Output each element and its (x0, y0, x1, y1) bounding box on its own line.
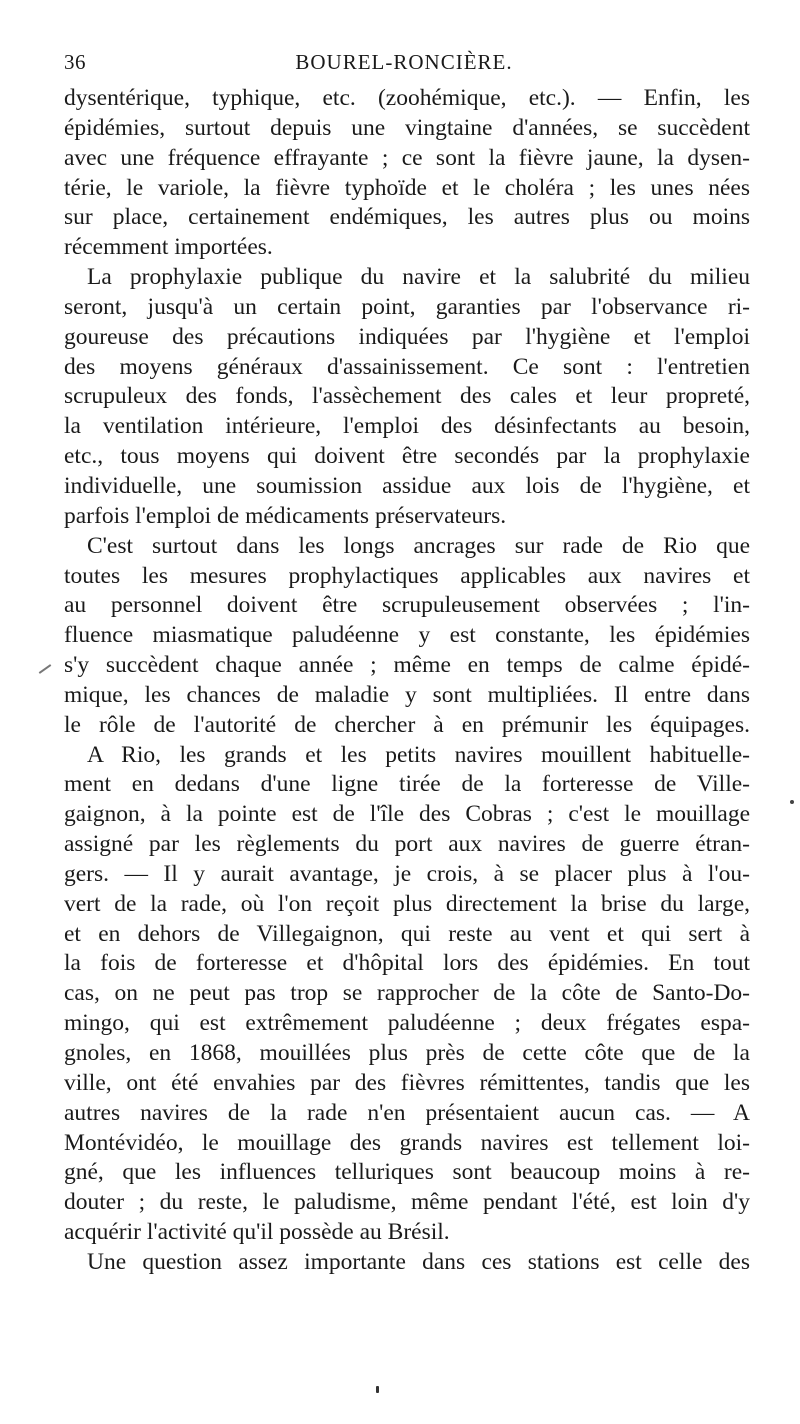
body-text (64, 84, 750, 1278)
text-line: gaignon, à la pointe est de l'île des Cobras ; c'est le mouillage (64, 801, 750, 828)
text-line: Une question assez importante dans ces stations est celle des (87, 1248, 750, 1275)
text-line: goureuse des précautions indiquées par l'hygiène et l'emploi (64, 323, 750, 350)
text-line: La prophylaxie publique du navire et la salubrité du milieu (87, 264, 750, 291)
text-line: scrupuleux des fonds, l'assèchement des cales et leur propreté, (64, 383, 750, 410)
text-line: térie, le variole, la fièvre typhoïde et le choléra ; les unes nées (64, 174, 750, 201)
text-line: des moyens généraux d'assainissement. Ce sont : l'entretien (64, 353, 750, 380)
text-line: etc., tous moyens qui doivent être secondés par la prophylaxie (64, 443, 750, 470)
text-line: gers. — Il y aurait avantage, je crois, à se placer plus à l'ou- (64, 860, 750, 887)
page-number: 36 (64, 50, 86, 74)
text-line: le rôle de l'autorité de chercher à en prémunir les équipages. (64, 711, 750, 738)
text-line: A Rio, les grands et les petits navires mouillent habituelle- (87, 741, 750, 768)
text-line: parfois l'emploi de médicaments préservateurs. (64, 502, 507, 529)
text-line: et en dehors de Villegaignon, qui reste au vent et qui sert à (64, 920, 750, 947)
printer-mark (376, 1386, 379, 1393)
text-line: toutes les mesures prophylactiques applicables aux navires et (64, 562, 750, 589)
text-line: gnoles, en 1868, mouillées plus près de cette côte que de la (64, 1040, 750, 1066)
text-line: autres navires de la rade n'en présentaient aucun cas. — A (64, 1099, 750, 1126)
text-line: vert de la rade, où l'on reçoit plus directement la brise du large, (64, 890, 750, 917)
margin-mark (790, 800, 794, 804)
text-line: la fois de forteresse et d'hôpital lors des épidémies. En tout (64, 950, 750, 977)
text-line: épidémies, surtout depuis une vingtaine d'années, se succèdent (64, 114, 750, 141)
text-line: mique, les chances de maladie y sont multipliées. Il entre dans (64, 681, 750, 708)
text-line: avec une fréquence effrayante ; ce sont la fièvre jaune, la dysen- (64, 144, 750, 171)
running-head (64, 50, 744, 80)
text-line: dysentérique, typhique, etc. (zoohémique, etc.). — Enfin, les (64, 85, 750, 111)
text-line: individuelle, une soumission assidue aux lois de l'hygiène, et (64, 472, 750, 499)
running-title: BOUREL-RONCIÈRE. (295, 50, 513, 74)
text-line: assigné par les règlements du port aux navires de guerre étran- (64, 831, 750, 858)
text-line: ville, ont été envahies par des fièvres rémittentes, tandis que les (64, 1069, 750, 1096)
text-line: seront, jusqu'à un certain point, garanties par l'observance ri- (64, 293, 750, 320)
text-line: Montévidéo, le mouillage des grands navires est tellement loi- (64, 1129, 750, 1156)
text-line: mingo, qui est extrêmement paludéenne ; deux frégates espa- (64, 1010, 750, 1037)
text-line: la ventilation intérieure, l'emploi des désinfectants au besoin, (64, 413, 750, 440)
text-line: ment en dedans d'une ligne tirée de la forteresse de Ville- (64, 771, 750, 798)
text-line: s'y succèdent chaque année ; même en temps de calme épidé- (64, 652, 750, 679)
text-line: au personnel doivent être scrupuleusement observées ; l'in- (64, 592, 750, 619)
text-line: acquérir l'activité qu'il possède au Brésil. (64, 1219, 450, 1246)
text-line: douter ; du reste, le paludisme, même pendant l'été, est loin d'y (64, 1189, 750, 1216)
text-line: C'est surtout dans les longs ancrages sur rade de Rio que (87, 532, 750, 559)
text-line: fluence miasmatique paludéenne y est constante, les épidémies (64, 622, 750, 649)
text-line: gné, que les influences telluriques sont beaucoup moins à re- (64, 1159, 750, 1186)
margin-mark (39, 664, 52, 674)
text-line: sur place, certainement endémiques, les autres plus ou moins (64, 204, 750, 231)
text-line: récemment importées. (64, 234, 273, 261)
text-line: cas, on ne peut pas trop se rapprocher de la côte de Santo-Do- (64, 980, 750, 1007)
